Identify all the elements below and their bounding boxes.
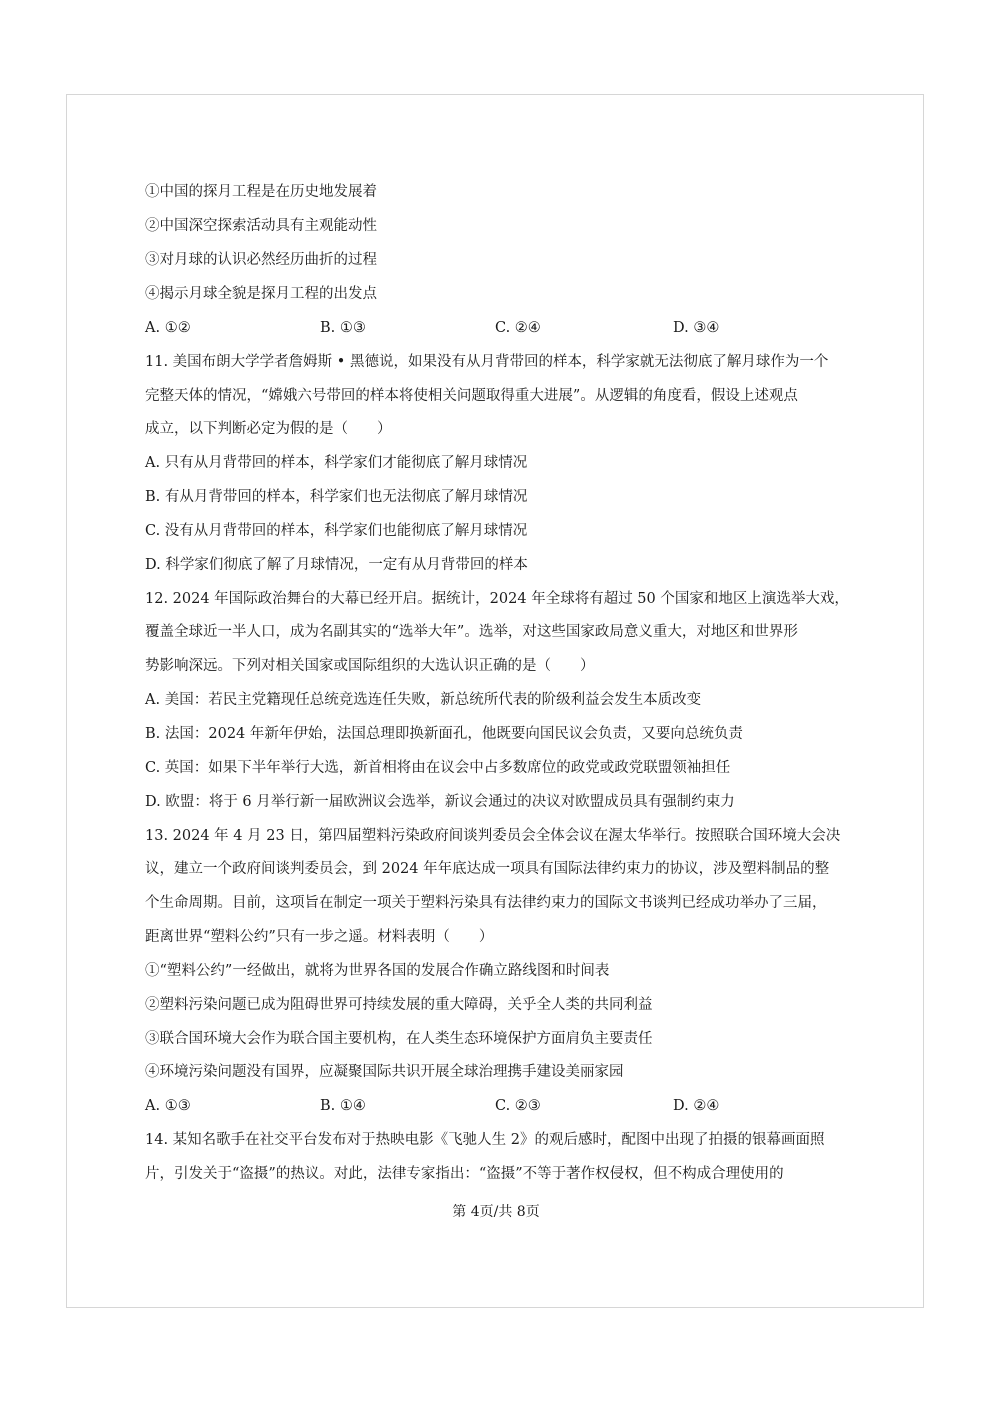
q13-statement-2: ②塑料污染问题已成为阻碍世界可持续发展的重大障碍，关乎全人类的共同利益 xyxy=(145,997,653,1013)
q11-option-d: D. 科学家们彻底了解了月球情况，一定有从月背带回的样本 xyxy=(145,557,528,573)
q14-stem-line-1: 14. 某知名歌手在社交平台发布对于热映电影《飞驰人生 2》的观后感时，配图中出现了拍摄的银幕画面照 xyxy=(145,1132,825,1148)
q10-option-d: D. ③④ xyxy=(673,320,720,336)
q10-statement-2: ②中国深空探索活动具有主观能动性 xyxy=(145,218,377,234)
page-number: 第 4页/共 8页 xyxy=(452,1204,540,1220)
q13-stem-line-4: 距离世界“塑料公约”只有一步之遥。材料表明（ ） xyxy=(145,929,494,945)
q10-statement-1: ①中国的探月工程是在历史地发展着 xyxy=(145,184,377,200)
q13-option-d: D. ②④ xyxy=(673,1098,720,1114)
q11-stem-line-2: 完整天体的情况，“嫦娥六号带回的样本将使相关问题取得重大进展”。从逻辑的角度看，假设上述观点 xyxy=(145,388,798,404)
q12-option-a: A. 美国：若民主党籍现任总统竞选连任失败，新总统所代表的阶级利益会发生本质改变 xyxy=(145,692,702,708)
q13-option-b: B. ①④ xyxy=(320,1098,366,1114)
q12-option-d: D. 欧盟：将于 6 月举行新一届欧洲议会选举，新议会通过的决议对欧盟成员具有强制约束力 xyxy=(145,794,735,810)
q13-stem-line-3: 个生命周期。目前，这项旨在制定一项关于塑料污染具有法律约束力的国际文书谈判已经成功举办了三届， xyxy=(145,895,827,911)
q10-option-c: C. ②④ xyxy=(495,320,541,336)
q11-stem-line-1: 11. 美国布朗大学学者詹姆斯 • 黑德说，如果没有从月背带回的样本，科学家就无法彻底了解月球作为一个 xyxy=(145,354,829,370)
q11-option-c: C. 没有从月背带回的样本，科学家们也能彻底了解月球情况 xyxy=(145,523,528,539)
q11-stem-line-3: 成立，以下判断必定为假的是（ ） xyxy=(145,421,392,437)
q10-option-a: A. ①② xyxy=(145,320,191,336)
q12-stem-line-2: 覆盖全球近一半人口，成为名副其实的“选举大年”。选举，对这些国家政局意义重大，对地区和世界形 xyxy=(145,624,798,640)
q10-statement-3: ③对月球的认识必然经历曲折的过程 xyxy=(145,252,377,268)
q11-option-a: A. 只有从月背带回的样本，科学家们才能彻底了解月球情况 xyxy=(145,455,528,471)
q10-statement-4: ④揭示月球全貌是探月工程的出发点 xyxy=(145,286,377,302)
q12-option-c: C. 英国：如果下半年举行大选，新首相将由在议会中占多数席位的政党或政党联盟领袖担任 xyxy=(145,760,731,776)
q13-statement-3: ③联合国环境大会作为联合国主要机构，在人类生态环境保护方面肩负主要责任 xyxy=(145,1031,653,1047)
q14-stem-line-2: 片，引发关于“盗摄”的热议。对此，法律专家指出：“盗摄”不等于著作权侵权，但不构成合理使用的 xyxy=(145,1166,784,1182)
q13-stem-line-2: 议，建立一个政府间谈判委员会，到 2024 年年底达成一项具有国际法律约束力的协议，涉及塑料制品的整 xyxy=(145,861,830,877)
q13-option-a: A. ①③ xyxy=(145,1098,191,1114)
q11-option-b: B. 有从月背带回的样本，科学家们也无法彻底了解月球情况 xyxy=(145,489,528,505)
q12-stem-line-1: 12. 2024 年国际政治舞台的大幕已经开启。据统计，2024 年全球将有超过 50 个国家和地区上演选举大戏， xyxy=(145,591,849,607)
q10-option-b: B. ①③ xyxy=(320,320,366,336)
q12-stem-line-3: 势影响深远。下列对相关国家或国际组织的大选认识正确的是（ ） xyxy=(145,658,595,674)
q13-stem-line-1: 13. 2024 年 4 月 23 日，第四届塑料污染政府间谈判委员会全体会议在渥太华举行。按照联合国环境大会决 xyxy=(145,828,841,844)
q12-option-b: B. 法国：2024 年新年伊始，法国总理即换新面孔，他既要向国民议会负责，又要向总统负责 xyxy=(145,726,743,742)
q13-statement-4: ④环境污染问题没有国界，应凝聚国际共识开展全球治理携手建设美丽家园 xyxy=(145,1064,624,1080)
q13-option-c: C. ②③ xyxy=(495,1098,541,1114)
q13-statement-1: ①“塑料公约”一经做出，就将为世界各国的发展合作确立路线图和时间表 xyxy=(145,963,610,979)
